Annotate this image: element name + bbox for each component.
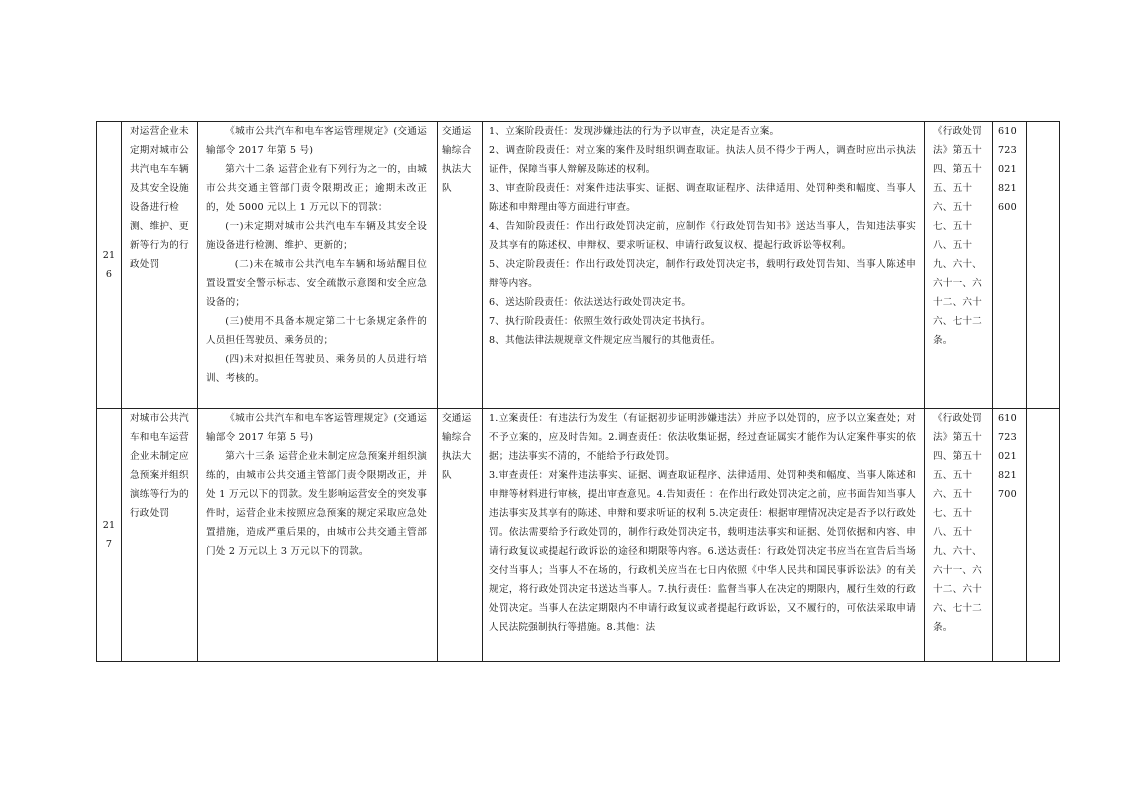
basis-paragraph: (四)未对拟担任驾驶员、乘务员的人员进行培训、考核的。 — [206, 354, 427, 384]
basis-paragraph: (一)未定期对城市公共汽电车车辆及其安全设施设备进行检测、维护、更新的； — [206, 221, 427, 251]
basis-paragraph: (二)未在城市公共汽电车车辆和场站醒目位置设置安全警示标志、安全疏散示意图和安全应急设备的； — [206, 259, 427, 308]
basis-paragraph: 第六十三条 运营企业未制定应急预案并组织演练的，由城市公共交通主管部门责令限期改正，并处 1 万元以下的罚款。发生影响运营安全的突发事件时，运营企业未按照应急预案的规定采取应急处置措施，造成严重后果的，由城市公共交通主管部门处 2 万元以上 3 万元以下的罚款。 — [206, 451, 427, 557]
duty-paragraph: 8、其他法律法规规章文件规定应当履行的其他责任。 — [489, 335, 721, 346]
remark-cell — [1027, 409, 1060, 662]
duty-paragraph: 3.审查责任：对案件违法事实、证据、调查取证程序、法律适用、处罚种类和幅度、当事人陈述和申辩等材料进行审核，提出审查意见。4.告知责任 ：在作出行政处罚决定之前，应书面告知当事人违法事实及其享有的陈述、申辩和要求听证的权利 5.决定责任：根据审理情况决定是否予以行政处罚。依法需要给予行政处罚的，制作行政处罚决定书，载明违法事实和证据、处罚依据和内容、申请行政复议或提起行政诉讼的途径和期限等内容。6.送达责任：行政处罚决定书应当在宣告后当场交付当事人；当事人不在场的，行政机关应当在七日内依照《中华人民共和国民事诉讼法》的有关规定，将行政处罚决定书送达当事人。7.执行责任：监督当事人在决定的期限内，履行生效的行政处罚决定。当事人在法定期限内不申请行政复议或者提起行政诉讼，又不履行的，可依法采取申请人民法院强制执行等措施。8.其他：法 — [489, 470, 916, 633]
department-cell — [438, 122, 483, 409]
basis-paragraph: 《城市公共汽车和电车客运管理规定》(交通运输部令 2017 年第 5 号) — [206, 126, 427, 156]
item-name-cell — [122, 409, 198, 662]
row-number-part: 21 — [102, 520, 116, 531]
table-row — [97, 409, 1060, 662]
row-number-part: 21 — [102, 250, 116, 261]
item-code-cell — [993, 409, 1027, 662]
duty-paragraph: 2、调查阶段责任：对立案的案件及时组织调查取证。执法人员不得少于两人，调查时应出示执法证件，保障当事人辩解及陈述的权利。 — [489, 145, 916, 175]
basis-paragraph: 第六十二条 运营企业有下列行为之一的，由城市公共交通主管部门责令限期改正；逾期未改正的，处 5000 元以上 1 万元以下的罚款： — [206, 164, 427, 213]
department-name: 交通运输综合执法大队 — [442, 126, 472, 194]
row-number-part: 7 — [105, 539, 113, 550]
power-list-table — [96, 121, 1060, 662]
item-name: 对运营企业未定期对城市公共汽电车车辆及其安全设施设备进行检测、维护、更新等行为的行政处罚 — [130, 126, 189, 270]
duty-paragraph: 1.立案责任：有违法行为发生（有证据初步证明涉嫌违法）并应予以处罚的，应予以立案查处；对不予立案的，应及时告知。2.调查责任：依法收集证据，经过查证属实才能作为认定案件事实的依据；违法事实不清的，不能给予行政处罚。 — [489, 413, 916, 462]
responsibility-cell — [483, 409, 925, 662]
remark-cell — [1027, 122, 1060, 409]
accountability-law-cell — [925, 122, 993, 409]
item-code-cell — [993, 122, 1027, 409]
accountability-law: 《行政处罚法》第五十四、第五十五、五十六、五十七、五十八、五十九、六十、六十一、六十二、六十六、七十二条。 — [933, 413, 982, 633]
department-cell — [438, 409, 483, 662]
item-name: 对城市公共汽车和电车运营企业未制定应急预案并组织演练等行为的行政处罚 — [130, 413, 189, 519]
legal-basis-cell — [198, 122, 438, 409]
item-name-cell — [122, 122, 198, 409]
responsibility-cell — [483, 122, 925, 409]
accountability-law: 《行政处罚法》第五十四、第五十五、五十六、五十七、五十八、五十九、六十、六十一、六十二、六十六、七十二条。 — [933, 126, 982, 346]
item-code: 610723021821700 — [998, 413, 1017, 500]
duty-paragraph: 1、立案阶段责任：发现涉嫌违法的行为予以审查，决定是否立案。 — [489, 126, 780, 137]
basis-paragraph: (三)使用不具备本规定第二十七条规定条件的人员担任驾驶员、乘务员的； — [206, 316, 427, 346]
duty-paragraph: 6、送达阶段责任：依法送达行政处罚决定书。 — [489, 297, 692, 308]
table-row — [97, 122, 1060, 409]
duty-paragraph: 5、决定阶段责任：作出行政处罚决定，制作行政处罚决定书，载明行政处罚告知、当事人陈述申辩等内容。 — [489, 259, 916, 289]
duty-paragraph: 7、执行阶段责任：依照生效行政处罚决定书执行。 — [489, 316, 711, 327]
department-name: 交通运输综合执法大队 — [442, 413, 472, 481]
row-number-part: 6 — [105, 269, 113, 280]
row-number-cell — [97, 122, 122, 409]
legal-basis-cell — [198, 409, 438, 662]
basis-paragraph: 《城市公共汽车和电车客运管理规定》(交通运输部令 2017 年第 5 号) — [206, 413, 427, 443]
row-number-cell — [97, 409, 122, 662]
duty-paragraph: 4、告知阶段责任：作出行政处罚决定前，应制作《行政处罚告知书》送达当事人，告知违法事实及其享有的陈述权、申辩权、要求听证权、申请行政复议权、提起行政诉讼等权利。 — [489, 221, 916, 251]
item-code: 610723021821600 — [998, 126, 1017, 213]
duty-paragraph: 3、审查阶段责任：对案件违法事实、证据、调查取证程序、法律适用、处罚种类和幅度、当事人陈述和申辩理由等方面进行审查。 — [489, 183, 916, 213]
accountability-law-cell — [925, 409, 993, 662]
